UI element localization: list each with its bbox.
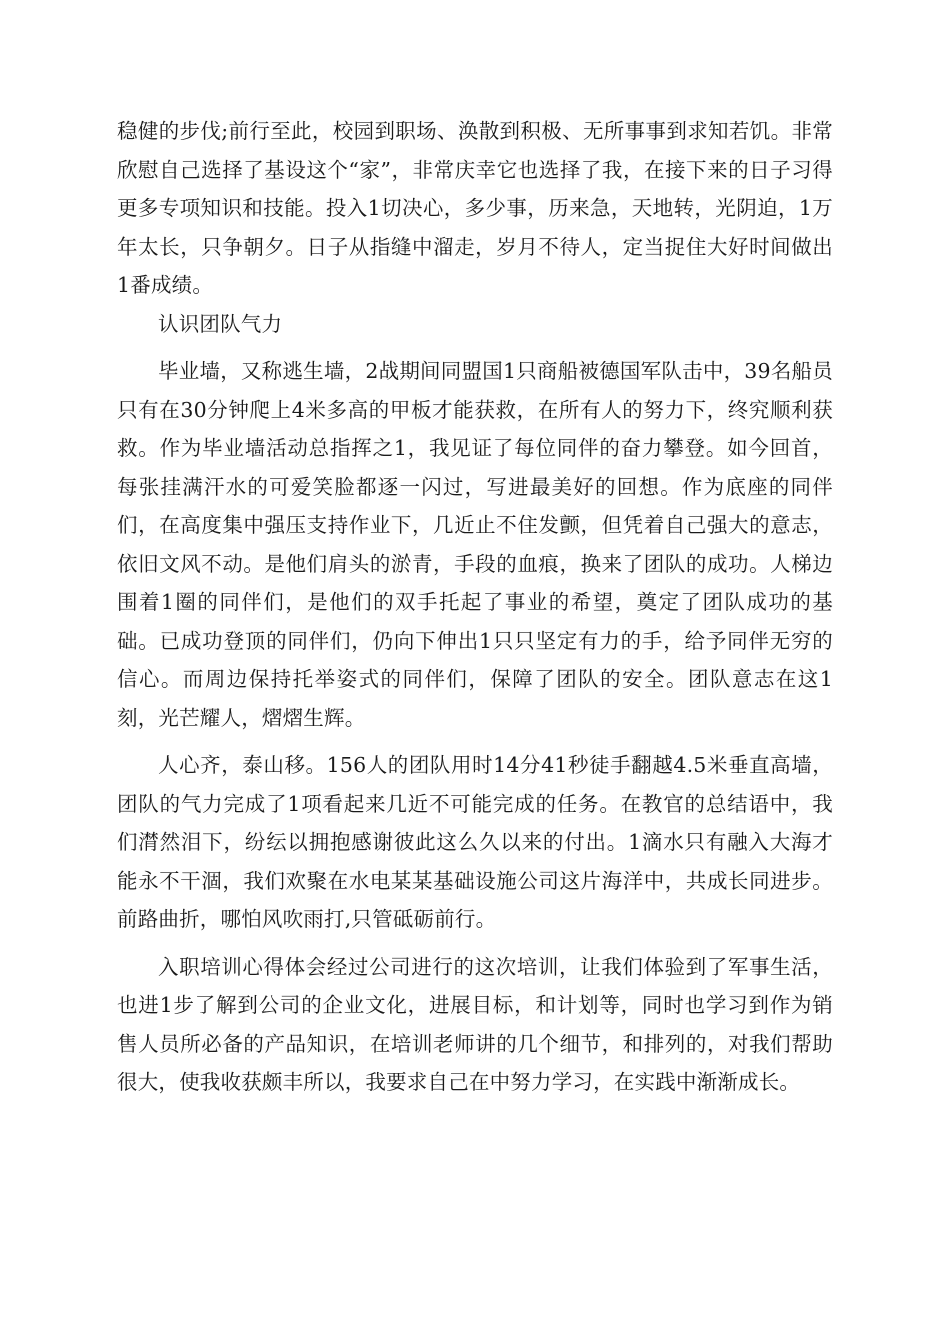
paragraph-team-success: 人心齐，泰山移。156人的团队用时14分41秒徒手翻越4.5米垂直高墙，团队的气力完成了1项看起来几近不可能完成的任务。在教官的总结语中，我们潸然泪下，纷纭以拥抱感谢彼此这么久以来的付出。1滴水只有融入大海才能永不干涸，我们欢聚在水电某某基础设施公司这片海洋中，共成长同进步。前路曲折，哪怕风吹雨打,只管砥砺前行。 [117,753,833,931]
document-body [117,112,833,1102]
paragraph-graduation-wall: 毕业墙，又称逃生墙，2战期间同盟国1只商船被德国军队击中，39名船员只有在30分钟爬上4米多高的甲板才能获救，在所有人的努力下，终究顺利获救。作为毕业墙活动总指挥之1，我见证了每位同伴的奋力攀登。如今回首，每张挂满汗水的可爱笑脸都逐一闪过，写进最美好的回想。作为底座的同伴们，在高度集中强压支持作业下，几近止不住发颤，但凭着自己强大的意志，依旧文风不动。是他们肩头的淤青，手段的血痕，换来了团队的成功。人梯边围着1圈的同伴们，是他们的双手托起了事业的希望，奠定了团队成功的基础。已成功登顶的同伴们，仍向下伸出1只只坚定有力的手，给予同伴无穷的信心。而周边保持托举姿式的同伴们，保障了团队的安全。团队意志在这1刻，光芒耀人，熠熠生辉。 [117,359,833,730]
paragraph-training-reflection: 入职培训心得体会经过公司进行的这次培训，让我们体验到了军事生活，也进1步了解到公司的企业文化，进展目标，和计划等，同时也学习到作为销售人员所必备的产品知识，在培训老师讲的几个细节，和排列的，对我们帮助很大，使我收获颇丰所以，我要求自己在中努力学习，在实践中渐渐成长。 [117,954,833,1094]
section-heading: 认识团队气力 [158,311,283,336]
paragraph-continuation: 稳健的步伐;前行至此，校园到职场、涣散到积极、无所事事到求知若饥。非常欣慰自己选择了基设这个“家”，非常庆幸它也选择了我，在接下来的日子习得更多专项知识和技能。投入1切决心，多少事，历来急，天地转，光阴迫，1万年太长，只争朝夕。日子从指缝中溜走，岁月不待人，定当捉住大好时间做出1番成绩。 [117,119,833,297]
